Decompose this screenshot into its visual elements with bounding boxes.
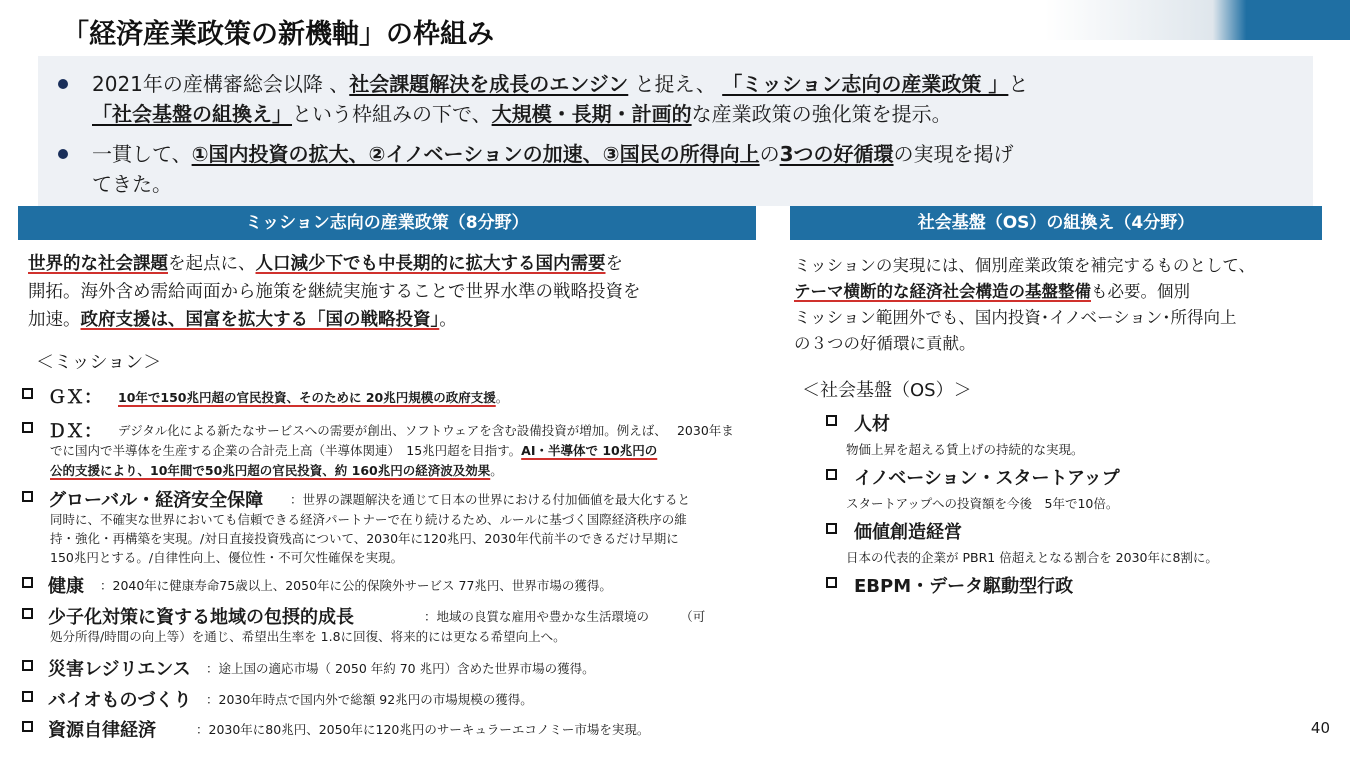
left-intro-line-2: 開拓。海外含め需給両面から施策を継続実施することで世界水準の戦略投資を	[28, 282, 641, 302]
bullet-dot-icon	[58, 79, 68, 89]
os-label: ＜社会基盤（OS）＞	[802, 380, 972, 401]
mission-label: ＜ミッション＞	[36, 352, 162, 373]
intro-bullet-1-line-2: 「社会基盤の組換え」という枠組みの下で、大規模・長期・計画的な産業政策の強化策を提示。	[92, 102, 952, 126]
intro-box	[38, 56, 1313, 206]
right-intro-line-3: ミッション範囲外でも、国内投資･イノベーション･所得向上	[794, 308, 1237, 327]
checkbox-square-icon	[826, 577, 837, 588]
checkbox-square-icon	[22, 721, 33, 732]
page-title: 「経済産業政策の新機軸」の枠組み	[62, 19, 494, 50]
right-intro-line-2: テーマ横断的な経済社会構造の基盤整備も必要。個別	[794, 282, 1190, 301]
checkbox-square-icon	[826, 523, 837, 534]
checkbox-square-icon	[22, 577, 33, 588]
right-section-header: 社会基盤（OS）の組換え（4分野）	[790, 206, 1322, 240]
intro-bullet-1-line-1: 2021年の産構審総会以降 、社会課題解決を成長のエンジン と捉え、 「ミッション志向の産業政策 」と	[92, 72, 1029, 96]
bullet-dot-icon	[58, 149, 68, 159]
checkbox-square-icon	[826, 415, 837, 426]
checkbox-square-icon	[22, 422, 33, 433]
checkbox-square-icon	[826, 469, 837, 480]
checkbox-square-icon	[22, 491, 33, 502]
intro-bullet-2-line-1: 一貫して、①国内投資の拡大、②イノベーションの加速、③国民の所得向上の3つの好循環の実現を掲げ	[92, 142, 1014, 166]
left-intro-line-1: 世界的な社会課題を起点に、人口減少下でも中長期的に拡大する国内需要を	[28, 254, 623, 274]
right-intro-line-4: の３つの好循環に貢献。	[794, 334, 976, 353]
checkbox-square-icon	[22, 660, 33, 671]
left-intro-line-3: 加速。政府支援は、国富を拡大する「国の戦略投資」。	[28, 310, 457, 330]
page-number: 40	[1310, 719, 1330, 737]
checkbox-square-icon	[22, 691, 33, 702]
checkbox-square-icon	[22, 388, 33, 399]
intro-bullet-2-line-2: てきた。	[92, 172, 172, 196]
checkbox-square-icon	[22, 608, 33, 619]
header-gradient-bar	[1045, 0, 1350, 40]
left-section-header: ミッション志向の産業政策（8分野）	[18, 206, 756, 240]
right-intro-line-1: ミッションの実現には、個別産業政策を補完するものとして、	[794, 256, 1256, 275]
